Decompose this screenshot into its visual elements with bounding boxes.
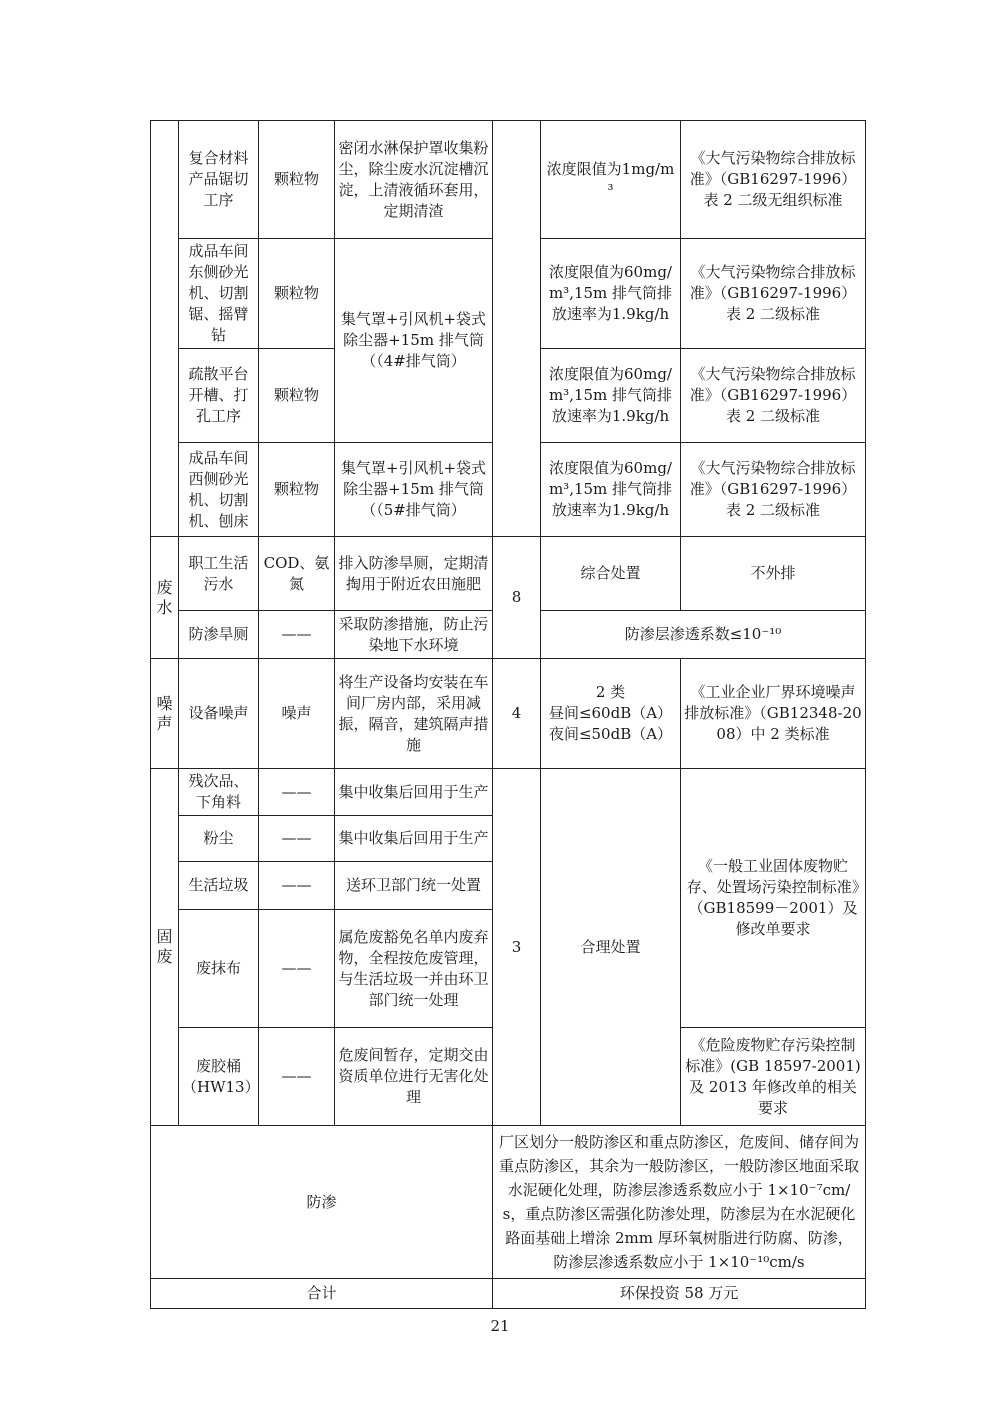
category-cell-solid (151, 769, 179, 1126)
category-cell-noise (151, 659, 179, 769)
investment-cell: 4 (493, 659, 541, 769)
seepage-label-cell: 防渗 (151, 1126, 493, 1279)
standard-name-cell: 《大气污染物综合排放标准》（GB16297-1996）表 2 二级标准 (681, 239, 866, 349)
pollutant-cell: 颗粒物 (259, 239, 335, 349)
pollutant-cell: 颗粒物 (259, 443, 335, 537)
standard-value-cell: 合理处置 (541, 769, 681, 1126)
source-cell: 废胶桶（HW13） (179, 1028, 259, 1126)
source-cell: 疏散平台开槽、打孔工序 (179, 349, 259, 443)
standard-value-cell (541, 659, 681, 769)
source-cell: 职工生活污水 (179, 537, 259, 611)
table-row (151, 769, 866, 816)
standard-value-line: 夜间≤50dB（A） (548, 725, 673, 743)
source-cell: 设备噪声 (179, 659, 259, 769)
measure-cell: 密闭水淋保护罩收集粉尘，除尘废水沉淀槽沉淀，上清液循环套用，定期清渣 (335, 121, 493, 239)
standard-value-cell: 浓度限值为60mg/m³,15m 排气筒排放速率为1.9kg/h (541, 443, 681, 537)
seepage-text-cell: 厂区划分一般防渗区和重点防渗区，危废间、储存间为重点防渗区，其余为一般防渗区，一般防渗区地面采取水泥硬化处理，防渗层渗透系数应小于 1×10⁻⁷cm/s，重点防渗区需强化防渗处理，防渗层为在水泥硬化路面基础上增涂 2mm 厚环氧树脂进行防腐、防渗，防渗层渗透系数应小于 1×10⁻¹⁰cm/s (493, 1126, 866, 1279)
category-char: 废 (156, 947, 173, 966)
source-cell: 生活垃圾 (179, 862, 259, 910)
measure-cell: 集中收集后回用于生产 (335, 816, 493, 862)
environmental-measures-table-wrap (150, 120, 865, 1309)
source-cell: 复合材料产品锯切工序 (179, 121, 259, 239)
pollutant-cell: —— (259, 862, 335, 910)
source-cell: 废抹布 (179, 910, 259, 1028)
pollutant-cell: COD、氨氮 (259, 537, 335, 611)
total-label-cell: 合计 (151, 1279, 493, 1309)
standard-value-line: 昼间≤60dB（A） (548, 704, 673, 722)
source-cell: 残次品、下角料 (179, 769, 259, 816)
standard-value-cell: 浓度限值为60mg/m³,15m 排气筒排放速率为1.9kg/h (541, 239, 681, 349)
measure-cell: 采取防渗措施，防止污染地下水环境 (335, 611, 493, 659)
source-cell: 成品车间东侧砂光机、切割锯、摇臂钻 (179, 239, 259, 349)
page-number: 21 (490, 1317, 510, 1335)
environmental-measures-table (150, 120, 866, 1309)
pollutant-cell: 颗粒物 (259, 121, 335, 239)
standard-value-line: 2 类 (595, 683, 626, 701)
standard-name-cell: 《大气污染物综合排放标准》（GB16297-1996）表 2 二级标准 (681, 443, 866, 537)
category-char: 声 (156, 713, 173, 733)
table-row (151, 537, 866, 611)
investment-cell-air (493, 121, 541, 537)
table-row (151, 659, 866, 769)
standard-value-cell: 浓度限值为60mg/m³,15m 排气筒排放速率为1.9kg/h (541, 349, 681, 443)
standard-name-cell: 《一般工业固体废物贮存、处置场污染控制标准》（GB18599－2001）及修改单要求 (681, 769, 866, 1028)
measure-cell: 将生产设备均安装在车间厂房内部，采用减振，隔音，建筑隔声措施 (335, 659, 493, 769)
measure-cell: 危废间暂存，定期交由资质单位进行无害化处理 (335, 1028, 493, 1126)
standard-name-cell: 《工业企业厂界环境噪声排放标准》（GB12348-2008）中 2 类标准 (681, 659, 866, 769)
standard-name-cell: 《大气污染物综合排放标准》（GB16297-1996）表 2 二级标准 (681, 349, 866, 443)
category-char: 噪 (156, 693, 173, 713)
measure-cell: 集中收集后回用于生产 (335, 769, 493, 816)
standard-name-cell: 《大气污染物综合排放标准》（GB16297-1996）表 2 二级无组织标准 (681, 121, 866, 239)
standard-name-cell: 不外排 (681, 537, 866, 611)
table-row (151, 121, 866, 239)
investment-cell: 8 (493, 537, 541, 659)
pollutant-cell: —— (259, 816, 335, 862)
standard-value-cell: 综合处置 (541, 537, 681, 611)
measure-cell: 集气罩+引风机+袋式除尘器+15m 排气筒（（4#排气筒） (335, 239, 493, 443)
measure-cell: 属危废豁免名单内废弃物，全程按危废管理，与生活垃圾一并由环卫部门统一处理 (335, 910, 493, 1028)
pollutant-cell: —— (259, 611, 335, 659)
category-char: 废 (156, 577, 173, 597)
category-char: 水 (156, 597, 173, 617)
source-cell: 防渗旱厕 (179, 611, 259, 659)
standard-cell: 防渗层渗透系数≤10⁻¹⁰ (541, 611, 866, 659)
table-row (151, 1279, 866, 1309)
measure-cell: 排入防渗旱厕，定期清掏用于附近农田施肥 (335, 537, 493, 611)
pollutant-cell: 噪声 (259, 659, 335, 769)
pollutant-cell: —— (259, 910, 335, 1028)
pollutant-cell: —— (259, 1028, 335, 1126)
measure-cell: 集气罩+引风机+袋式除尘器+15m 排气筒（（5#排气筒） (335, 443, 493, 537)
table-row (151, 1126, 866, 1279)
source-cell: 成品车间西侧砂光机、切割机、刨床 (179, 443, 259, 537)
category-cell-air (151, 121, 179, 537)
total-value-cell: 环保投资 58 万元 (493, 1279, 866, 1309)
investment-cell: 3 (493, 769, 541, 1126)
pollutant-cell: —— (259, 769, 335, 816)
measure-cell: 送环卫部门统一处置 (335, 862, 493, 910)
category-cell-wastewater (151, 537, 179, 659)
pollutant-cell: 颗粒物 (259, 349, 335, 443)
standard-value-cell: 浓度限值为1mg/m³ (541, 121, 681, 239)
category-char: 固 (156, 927, 173, 946)
standard-name-cell: 《危险废物贮存污染控制标准》(GB 18597-2001)及 2013 年修改单的相关要求 (681, 1028, 866, 1126)
source-cell: 粉尘 (179, 816, 259, 862)
